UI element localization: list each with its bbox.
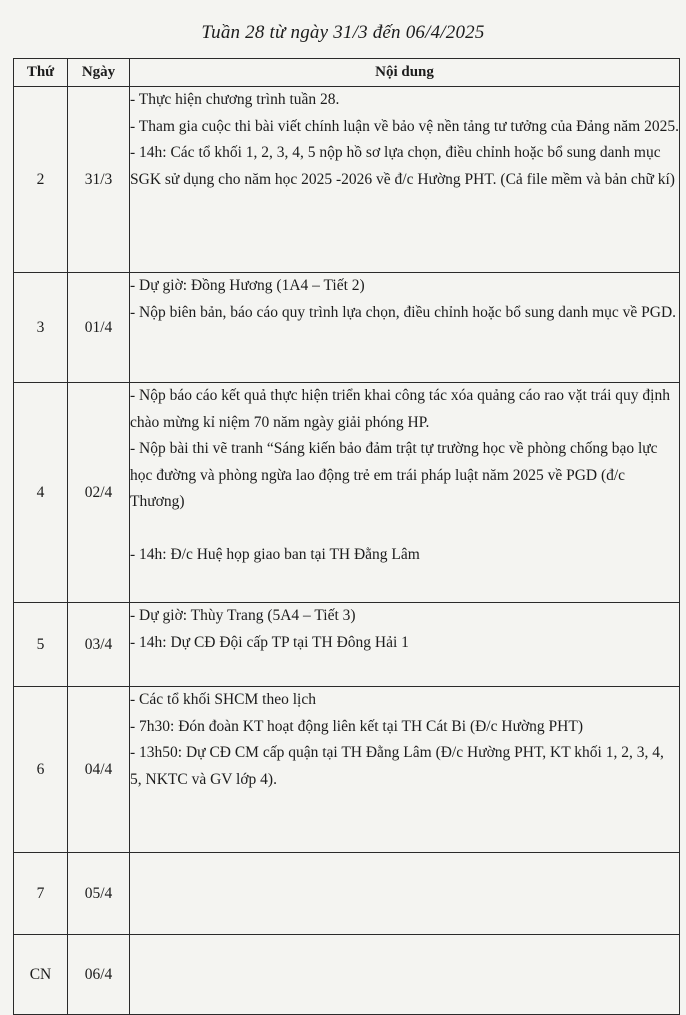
weekly-schedule-table — [13, 58, 680, 1015]
day-cell: 5 — [14, 603, 68, 687]
date-cell: 06/4 — [68, 935, 130, 1015]
content-cell — [130, 383, 680, 603]
content-item: - Tham gia cuộc thi bài viết chính luận về bảo vệ nền tảng tư tưởng của Đảng năm 2025. — [130, 117, 679, 135]
content-item: - Nộp bài thi vẽ tranh “Sáng kiến bảo đảm trật tự trường học về phòng chống bạo lực học đường và phòng ngừa lao động trẻ em trái pháp luật năm 2025 về PGD (đ/c Thương) — [130, 440, 658, 510]
content-item: - Nộp báo cáo kết quả thực hiện triển khai công tác xóa quảng cáo rao vặt trái quy định chào mừng kỉ niệm 70 năm ngày giải phóng HP. — [130, 387, 670, 431]
date-cell: 04/4 — [68, 687, 130, 853]
date-cell: 02/4 — [68, 383, 130, 603]
date-cell: 31/3 — [68, 87, 130, 273]
content-item: - Dự giờ: Đồng Hương (1A4 – Tiết 2) — [130, 277, 365, 294]
blank-spacer — [130, 516, 679, 542]
table-row — [14, 935, 680, 1015]
table-row — [14, 687, 680, 853]
content-cell — [130, 87, 680, 273]
day-cell: CN — [14, 935, 68, 1015]
table-row — [14, 853, 680, 935]
content-cell — [130, 853, 680, 935]
header-ngay: Ngày — [68, 59, 130, 87]
table-row — [14, 383, 680, 603]
date-cell: 05/4 — [68, 853, 130, 935]
table-row — [14, 87, 680, 273]
content-item: - 14h: Dự CĐ Đội cấp TP tại TH Đông Hải 1 — [130, 633, 409, 651]
content-item: - 14h: Các tổ khối 1, 2, 3, 4, 5 nộp hồ sơ lựa chọn, điều chỉnh hoặc bổ sung danh mục SGK sử dụng cho năm học 2025 -2026 về đ/c Hường PHT. (Cả file mềm và bản chữ kí) — [130, 144, 675, 188]
table-row — [14, 603, 680, 687]
day-cell: 3 — [14, 273, 68, 383]
content-item: - Các tổ khối SHCM theo lịch — [130, 691, 316, 708]
header-noi-dung: Nội dung — [130, 59, 680, 87]
content-item: - Dự giờ: Thùy Trang (5A4 – Tiết 3) — [130, 607, 356, 624]
day-cell: 6 — [14, 687, 68, 853]
date-cell: 01/4 — [68, 273, 130, 383]
content-cell — [130, 687, 680, 853]
table-row — [14, 273, 680, 383]
header-thu: Thứ — [14, 59, 68, 87]
content-item: - 13h50: Dự CĐ CM cấp quận tại TH Đằng Lâm (Đ/c Hường PHT, KT khối 1, 2, 3, 4, 5, NKTC và GV lớp 4). — [130, 744, 664, 788]
content-cell — [130, 273, 680, 383]
page-title: Tuần 28 từ ngày 31/3 đến 06/4/2025 — [201, 22, 485, 43]
date-cell: 03/4 — [68, 603, 130, 687]
day-cell: 4 — [14, 383, 68, 603]
content-item: - Thực hiện chương trình tuần 28. — [130, 91, 340, 108]
day-cell: 7 — [14, 853, 68, 935]
day-cell: 2 — [14, 87, 68, 273]
content-cell — [130, 603, 680, 687]
content-item: - Nộp biên bản, báo cáo quy trình lựa chọn, điều chỉnh hoặc bổ sung danh mục về PGD. — [130, 303, 677, 321]
header-row — [14, 59, 680, 87]
content-cell — [130, 935, 680, 1015]
content-item: - 14h: Đ/c Huệ họp giao ban tại TH Đằng Lâm — [130, 545, 420, 563]
content-item: - 7h30: Đón đoàn KT hoạt động liên kết tại TH Cát Bi (Đ/c Hường PHT) — [130, 717, 583, 735]
